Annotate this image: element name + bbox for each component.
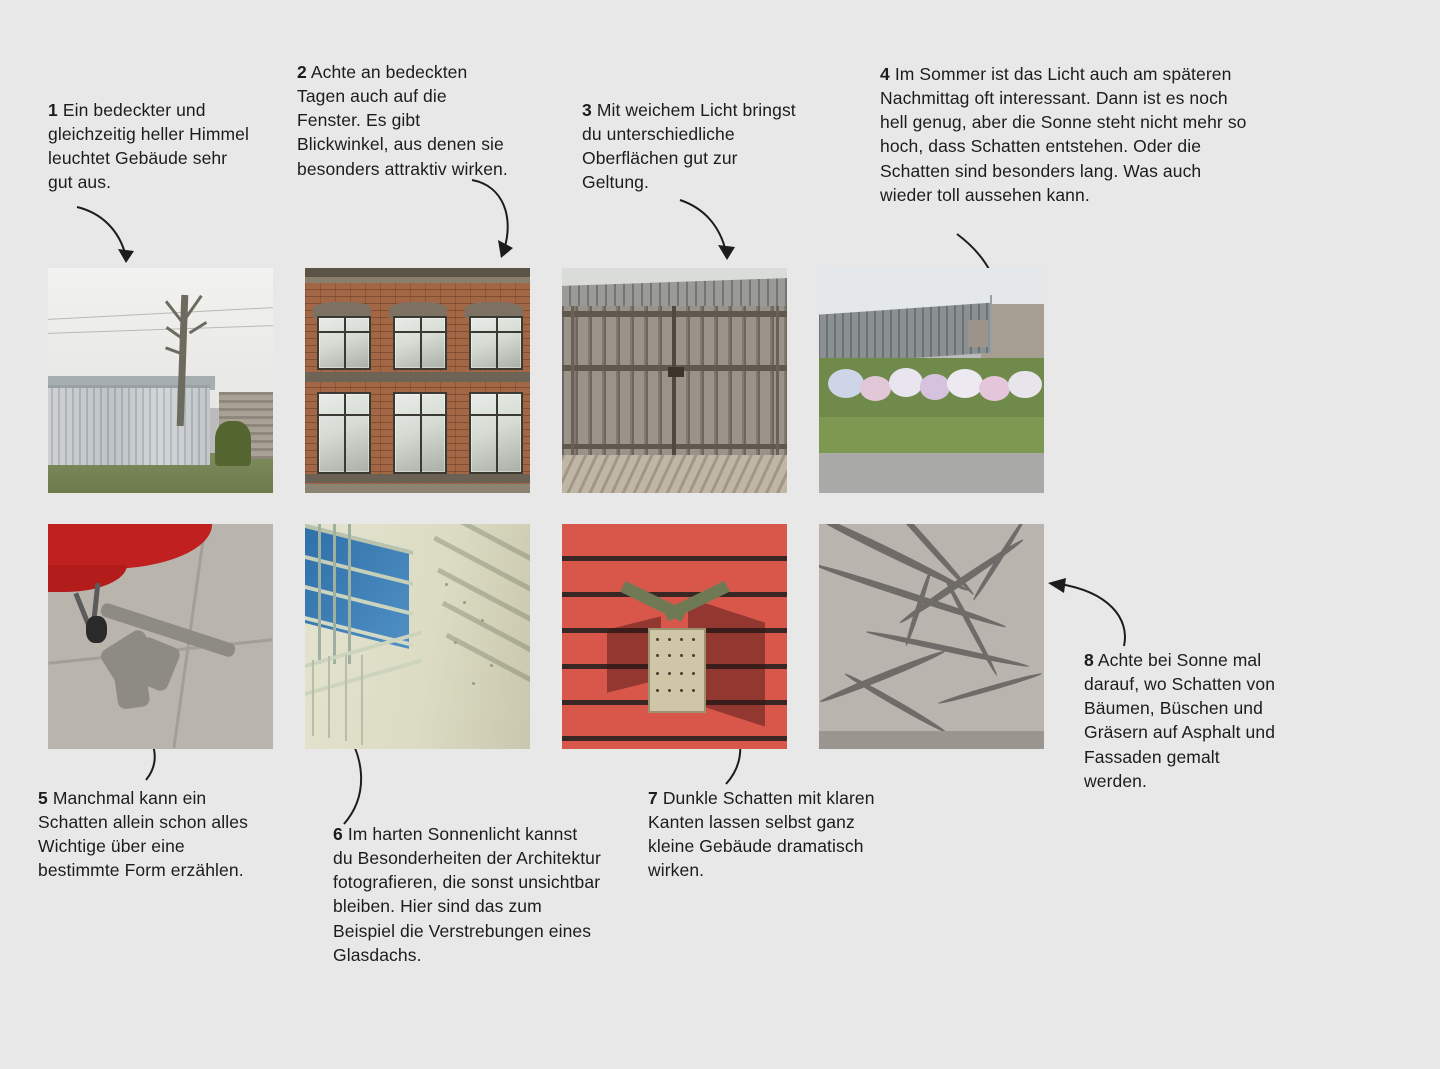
- caption-6: [333, 822, 601, 967]
- caption-1-text: Ein bedeckter und gleichzeitig heller Himmel leuchtet Gebäude sehr gut aus.: [48, 100, 250, 193]
- caption-2: [297, 60, 509, 181]
- caption-1: [48, 98, 253, 195]
- photo-weathered-barn-doors: [562, 268, 787, 493]
- caption-3-number: 3: [582, 100, 592, 120]
- caption-7: [648, 786, 880, 883]
- photo-corrugated-shed-dead-tree: [48, 268, 273, 493]
- arrow-2: [470, 178, 540, 273]
- caption-2-number: 2: [297, 62, 307, 82]
- caption-5-text: Manchmal kann ein Schatten allein schon alles Wichtige über eine bestimmte Form erzählen.: [38, 788, 248, 881]
- photo-glass-roof-concrete-wall: [305, 524, 530, 749]
- photo-tree-shadows-asphalt: [819, 524, 1044, 749]
- photo-hydrangeas-farmhouse: [819, 268, 1044, 493]
- caption-4-number: 4: [880, 64, 890, 84]
- photo-aircraft-wing-shadow: [48, 524, 273, 749]
- caption-8: [1084, 648, 1284, 793]
- caption-8-number: 8: [1084, 650, 1094, 670]
- caption-4-text: Im Sommer ist das Licht auch am späteren Nachmittag oft interessant. Dann ist es noch hell genug, aber die Sonne steht nicht mehr so hoch, dass Schatten entstehen. Oder die Schatten sind besonders lang. Was auch wieder toll aussehen kann.: [880, 64, 1247, 205]
- caption-5: [38, 786, 268, 883]
- caption-7-text: Dunkle Schatten mit klaren Kanten lassen selbst ganz kleine Gebäude dramatisch wirken.: [648, 788, 875, 881]
- caption-1-number: 1: [48, 100, 58, 120]
- arrow-3: [678, 198, 748, 270]
- caption-6-number: 6: [333, 824, 343, 844]
- arrow-1: [72, 205, 152, 275]
- caption-2-text: Achte an bedeckten Tagen auch auf die Fenster. Es gibt Blickwinkel, aus denen sie besonders attraktiv wirken.: [297, 62, 508, 179]
- photo-insect-hotel-red-wall: [562, 524, 787, 749]
- caption-3-text: Mit weichem Licht bringst du unterschiedliche Oberflächen gut zur Geltung.: [582, 100, 796, 193]
- caption-6-text: Im harten Sonnenlicht kannst du Besonderheiten der Architektur fotografieren, die sonst unsichtbar bleiben. Hier sind das zum Beispiel die Verstrebungen eines Glasdachs.: [333, 824, 601, 965]
- caption-8-text: Achte bei Sonne mal darauf, wo Schatten von Bäumen, Büschen und Gräsern auf Asphalt und Fassaden gemalt werden.: [1084, 650, 1276, 791]
- caption-7-number: 7: [648, 788, 658, 808]
- caption-3: [582, 98, 797, 195]
- arrow-8: [1046, 578, 1132, 650]
- photo-brick-facade-windows: [305, 268, 530, 493]
- caption-4: [880, 62, 1252, 207]
- caption-5-number: 5: [38, 788, 48, 808]
